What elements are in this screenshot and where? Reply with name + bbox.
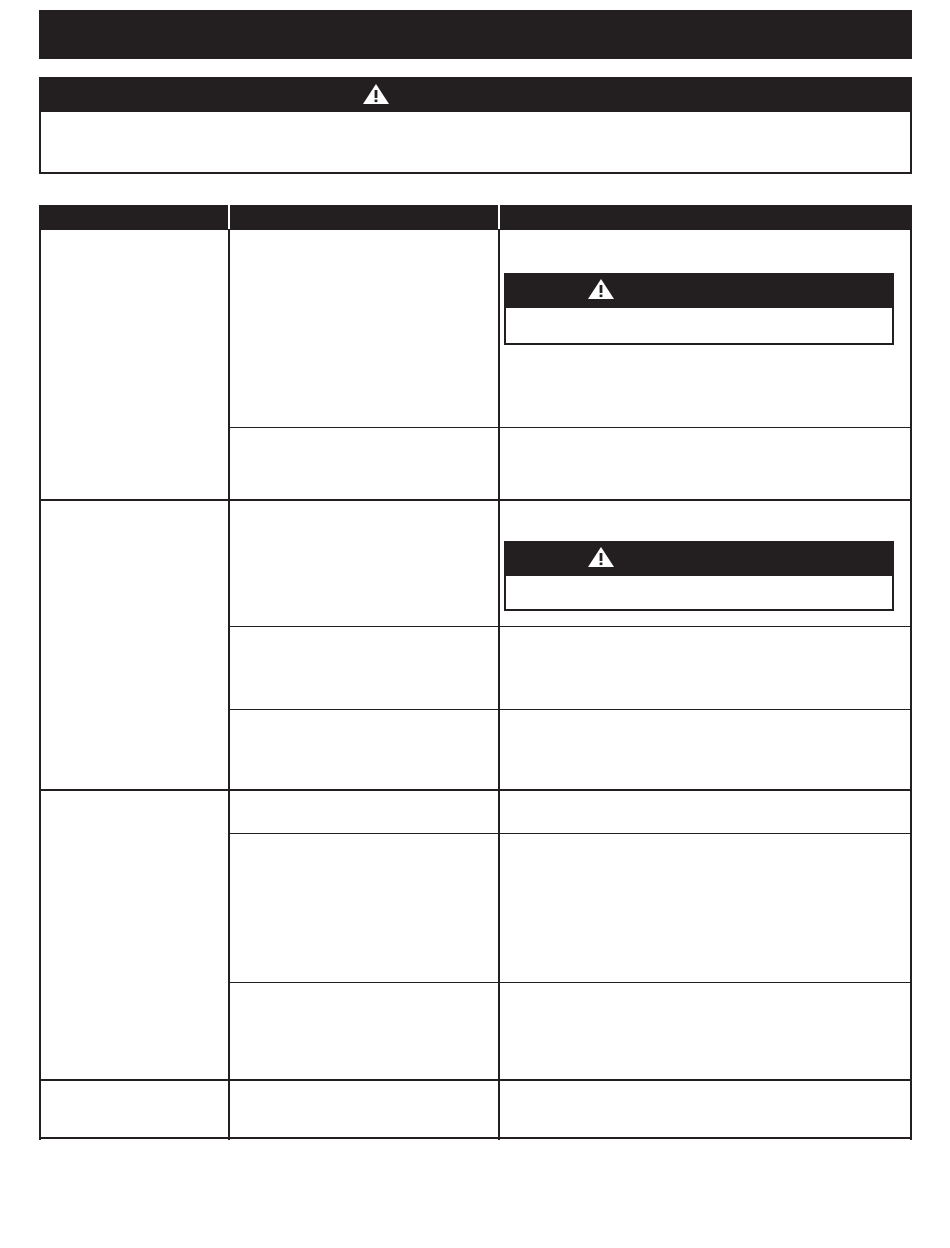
inline-warning-header [504,273,894,308]
header-divider [228,205,230,230]
top-warning-box [39,77,912,174]
column-separator [228,229,230,1140]
warning-triangle-icon [362,83,390,105]
sub-row-separator [230,626,910,627]
row-separator [39,789,912,791]
sub-row-separator [230,709,910,710]
column-separator [498,229,500,1140]
sub-row-separator [230,427,910,428]
table-border-right [910,229,912,1140]
inline-warning-header [504,541,894,576]
header-divider [498,205,500,230]
warning-triangle-icon [587,546,615,568]
top-warning-header [39,77,912,112]
table-border-left [39,229,41,1140]
table-header [39,205,912,230]
row-separator [39,499,912,501]
table-border-bottom [39,1137,912,1139]
sub-row-separator [230,833,910,834]
row-separator [39,1079,912,1081]
inline-warning-box [504,273,894,345]
warning-triangle-icon [587,278,615,300]
inline-warning-box [504,541,894,611]
page-title-bar [39,10,912,59]
sub-row-separator [230,982,910,983]
